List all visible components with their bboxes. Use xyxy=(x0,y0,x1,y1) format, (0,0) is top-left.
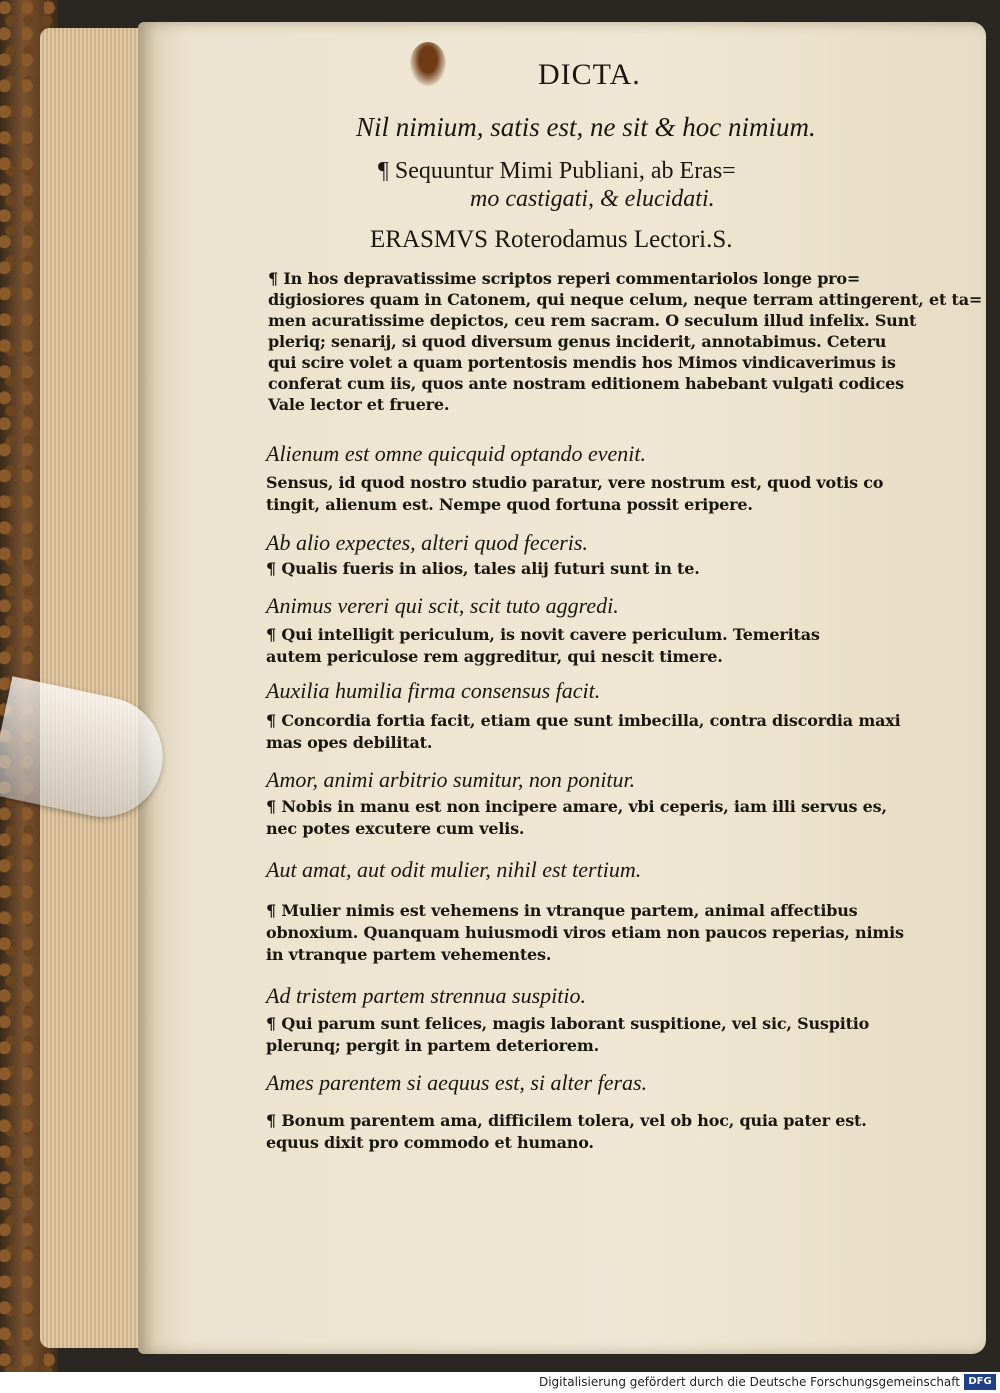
sequuntur-line-2: mo castigati, & elucidati. xyxy=(470,186,715,212)
gloss-5: ¶ Nobis in manu est non incipere amare, vbi ceperis, iam illi servus es, nec potes excutere cum velis. xyxy=(266,797,887,838)
page-header: DICTA. xyxy=(538,58,641,91)
gloss-2: ¶ Qualis fueris in alios, tales alij futuri sunt in te. xyxy=(266,559,700,578)
maxim-6: Aut amat, aut odit mulier, nihil est tertium. xyxy=(266,857,642,882)
ink-stain xyxy=(410,42,446,86)
maxim-5: Amor, animi arbitrio sumitur, non ponitur. xyxy=(266,767,636,792)
motto-line: Nil nimium, satis est, ne sit & hoc nimium. xyxy=(356,112,816,142)
maxim-4: Auxilia humilia firma consensus facit. xyxy=(266,678,601,703)
digitization-footer xyxy=(0,1372,1000,1393)
gloss-8: ¶ Bonum parentem ama, difficilem tolera, vel ob hoc, quia pater est. equus dixit pro commodo et humano. xyxy=(266,1111,867,1152)
maxim-1: Alienum est omne quicquid optando evenit. xyxy=(266,441,647,466)
maxim-2: Ab alio expectes, alteri quod feceris. xyxy=(266,530,588,555)
maxim-8: Ames parentem si aequus est, si alter feras. xyxy=(266,1070,648,1095)
footer-credit: Digitalisierung gefördert durch die Deutsche Forschungsgemeinschaft xyxy=(538,1375,960,1389)
gloss-1: Sensus, id quod nostro studio paratur, vere nostrum est, quod votis co tingit, alienum est. Nempe quod fortuna possit eripere. xyxy=(266,473,884,514)
gloss-7: ¶ Qui parum sunt felices, magis laborant suspitione, vel sic, Suspitio plerunq; pergit in partem deteriorem. xyxy=(266,1014,870,1055)
dfg-logo-icon: DFG xyxy=(964,1374,996,1390)
intro-paragraph: ¶ In hos depravatissime scriptos reperi commentariolos longe pro= digiosiores quam in Catonem, qui neque celum, neque terram attingerent, et ta= men acuratissime depictos, ceu rem sacram. O seculum illud infelix. Sunt pleriq; senarij, si quod diversum genus inciderit, annotabimus. Ceteru qui scire volet a quam portentosis mendis hos Mimos vindicaverimus is conferat cum iis, quos ante nostram editionem habebant vulgati codices Vale lector et fruere. xyxy=(268,269,983,414)
gloss-3: ¶ Qui intelligit periculum, is novit cavere periculum. Temeritas autem periculose rem aggreditur, qui nescit timere. xyxy=(266,625,820,666)
gloss-4: ¶ Concordia fortia facit, etiam que sunt imbecilla, contra discordia maxi mas opes debilitat. xyxy=(266,711,901,752)
gloss-6: ¶ Mulier nimis est vehemens in vtranque partem, animal affectibus obnoxium. Quanquam huiusmodi viros etiam non paucos reperias, nimis in vtranque partem vehementes. xyxy=(266,901,904,964)
sequuntur-line-1: ¶ Sequuntur Mimi Publiani, ab Eras= xyxy=(378,158,736,184)
maxim-3: Animus vereri qui scit, scit tuto aggredi. xyxy=(266,593,619,618)
maxim-7: Ad tristem partem strennua suspitio. xyxy=(266,983,587,1008)
erasmus-heading: ERASMVS Roterodamus Lectori.S. xyxy=(370,226,733,253)
